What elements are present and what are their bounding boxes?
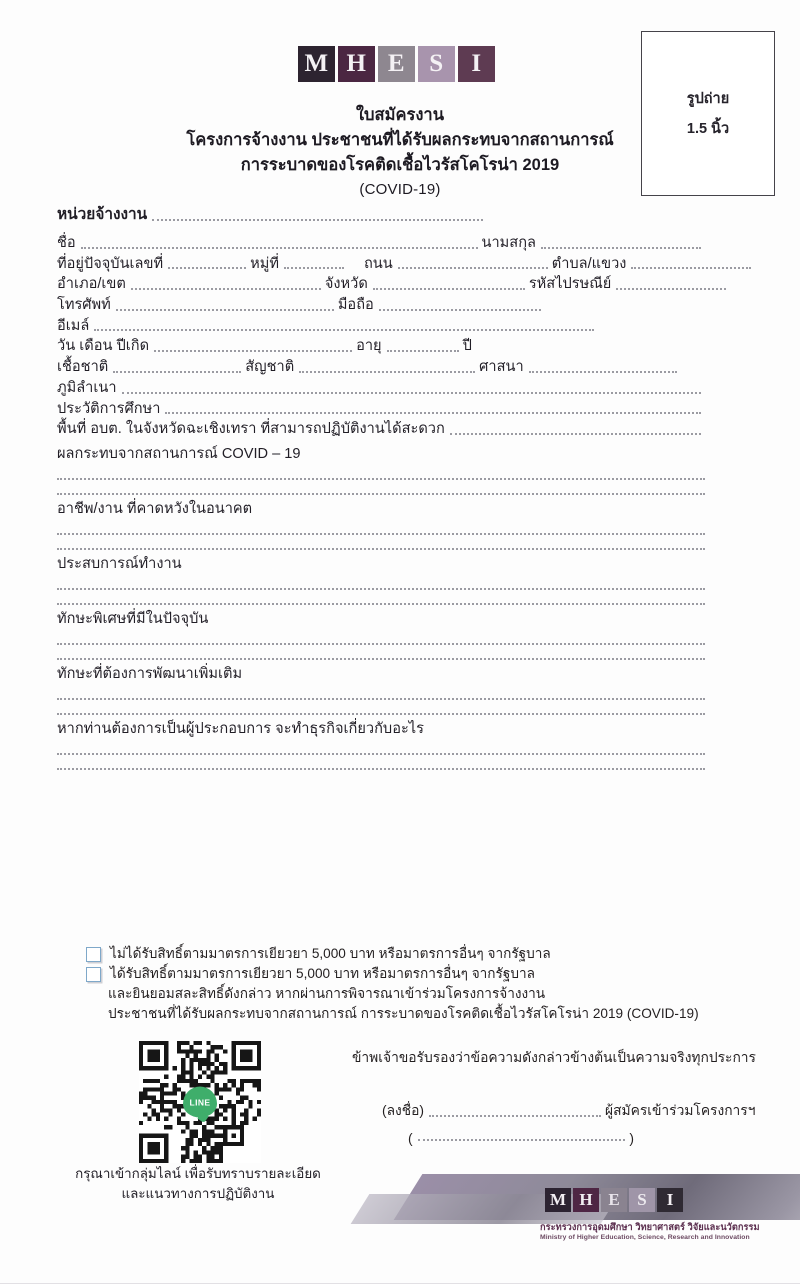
signature-section: [382, 1100, 756, 1146]
field-row-phone: [57, 295, 705, 316]
logo-letter-e: E: [378, 46, 415, 82]
question-answer-line[interactable]: [57, 478, 705, 480]
covid-label: (COVID-19): [359, 180, 441, 198]
field-row-district: [57, 274, 705, 295]
work-area-input[interactable]: [450, 433, 701, 435]
checkbox-no-benefit-label: ไม่ได้รับสิทธิ์ตามมาตรการเยียวยา 5,000 บาท หรือมาตรการอื่นๆ จากรัฐบาล: [110, 946, 551, 961]
footer-logo-letter-m: M: [545, 1188, 571, 1212]
question-block: [57, 497, 705, 550]
question-answer-line[interactable]: [57, 658, 705, 660]
consent-checkbox-group: [86, 944, 726, 1023]
telephone-input[interactable]: [116, 309, 334, 311]
religion-input[interactable]: [529, 371, 677, 373]
qr-caption-line-2: และแนวทางการปฏิบัติงาน: [121, 1186, 275, 1202]
address-no-input[interactable]: [168, 267, 246, 269]
moo-input[interactable]: [284, 267, 344, 269]
checkbox-received-benefit-label: ได้รับสิทธิ์ตามมาตรการเยียวยา 5,000 บาท หรือมาตรการอื่นๆ จากรัฐบาล: [110, 965, 535, 981]
question-block: [57, 717, 705, 770]
form-title-block: [140, 103, 660, 202]
district-label: อำเภอ/เขต: [57, 276, 126, 293]
mobile-input[interactable]: [379, 309, 541, 311]
email-label: อีเมล์: [57, 317, 90, 334]
province-input[interactable]: [373, 288, 525, 290]
checkbox-continuation-line-2: ประชาชนที่ได้รับผลกระทบจากสถานการณ์ การระบาดของโรคติดเชื้อไวรัสโคโรน่า 2019 (COVID-19): [108, 1005, 699, 1021]
postcode-label: รหัสไปรษณีย์: [528, 276, 612, 293]
education-input[interactable]: [165, 412, 701, 414]
photo-label: รูปถ่าย: [686, 91, 730, 107]
footer-logo-letter-h: H: [573, 1188, 599, 1212]
project-title-line-1: โครงการจ้างงาน ประชาชนที่ได้รับผลกระทบจากสถานการณ์: [186, 131, 614, 150]
nationality-label: สัญชาติ: [245, 359, 295, 376]
field-row-domicile: [57, 378, 705, 399]
field-row-work-area: [57, 419, 705, 440]
mhesi-logo-header: [298, 46, 495, 82]
religion-label: ศาสนา: [479, 359, 524, 376]
field-row-birth: [57, 336, 705, 357]
signature-prefix-label: (ลงชื่อ): [382, 1103, 425, 1118]
first-name-label: ชื่อ: [57, 234, 76, 251]
open-question-section: [57, 442, 705, 770]
logo-letter-i: I: [458, 46, 495, 82]
declaration-statement: ข้าพเจ้าขอรับรองว่าข้อความดังกล่าวข้างต้นเป็นความจริงทุกประการ: [352, 1050, 756, 1065]
signature-role-label: ผู้สมัครเข้าร่วมโครงการฯ: [605, 1103, 756, 1118]
ethnicity-label: เชื้อชาติ: [57, 359, 109, 376]
footer-logo-letter-e: E: [601, 1188, 627, 1212]
question-answer-line[interactable]: [57, 588, 705, 590]
field-row-email: [57, 316, 705, 337]
domicile-input[interactable]: [122, 392, 701, 394]
age-unit-label: ปี: [462, 338, 472, 355]
question-answer-line[interactable]: [57, 603, 705, 605]
question-answer-line[interactable]: [57, 533, 705, 535]
ministry-name-english: Ministry of Higher Education, Science, Research and Innovation: [540, 1234, 750, 1242]
footer-logo-letter-i: I: [657, 1188, 683, 1212]
province-label: จังหวัด: [324, 276, 368, 293]
moo-label: หมู่ที่: [250, 255, 279, 272]
road-label: ถนน: [363, 255, 393, 272]
subdistrict-label: ตำบล/แขวง: [551, 255, 627, 272]
photo-size-label: 1.5 นิ้ว: [686, 121, 730, 137]
line-qr-code[interactable]: [139, 1041, 261, 1163]
district-input[interactable]: [131, 288, 321, 290]
question-block: [57, 442, 705, 495]
work-area-label: พื้นที่ อบต. ในจังหวัดฉะเชิงเทรา ที่สามารถปฏิบัติงานได้สะดวก: [57, 421, 445, 438]
question-label: ผลกระทบจากสถานการณ์ COVID – 19: [57, 446, 301, 463]
employer-unit-input[interactable]: [152, 219, 483, 221]
question-answer-line[interactable]: [57, 753, 705, 755]
mhesi-logo-footer: [545, 1188, 683, 1212]
signature-input[interactable]: [429, 1115, 601, 1117]
logo-letter-h: H: [338, 46, 375, 82]
domicile-label: ภูมิลำเนา: [57, 379, 117, 396]
question-label: ประสบการณ์ทำงาน: [57, 556, 182, 573]
line-badge-text: LINE: [189, 1097, 211, 1107]
question-label: หากท่านต้องการเป็นผู้ประกอบการ จะทำธุรกิจเกี่ยวกับอะไร: [57, 721, 424, 738]
question-block: [57, 607, 705, 660]
qr-caption-line-1: กรุณาเข้ากลุ่มไลน์ เพื่อรับทราบรายละเอียด: [75, 1166, 321, 1181]
birthdate-input[interactable]: [154, 350, 352, 352]
field-row-address: [57, 254, 705, 275]
birthdate-label: วัน เดือน ปีเกิด: [57, 338, 150, 355]
question-answer-line[interactable]: [57, 548, 705, 550]
form-fields-section: [57, 204, 705, 770]
field-row-name: [57, 233, 705, 254]
question-label: ทักษะพิเศษที่มีในปัจจุบัน: [57, 611, 209, 628]
checkbox-row-no-benefit[interactable]: [86, 944, 726, 964]
page-title: ใบสมัครงาน: [356, 106, 444, 124]
first-name-input[interactable]: [81, 247, 478, 249]
question-block: [57, 552, 705, 605]
education-label: ประวัติการศึกษา: [57, 400, 161, 417]
printed-name-close-paren: ): [629, 1131, 634, 1146]
signature-row: [382, 1100, 756, 1122]
age-input[interactable]: [387, 350, 459, 352]
last-name-label: นามสกุล: [481, 234, 536, 251]
question-answer-line[interactable]: [57, 698, 705, 700]
question-answer-line[interactable]: [57, 643, 705, 645]
address-no-label: ที่อยู่ปัจจุบันเลขที่: [57, 255, 164, 272]
question-answer-line[interactable]: [57, 493, 705, 495]
email-input[interactable]: [94, 329, 594, 331]
question-label: ทักษะที่ต้องการพัฒนาเพิ่มเติม: [57, 666, 243, 683]
ministry-name-thai: กระทรวงการอุดมศึกษา วิทยาศาสตร์ วิจัยและนวัตกรรม: [540, 1222, 760, 1232]
photo-placeholder-box: [641, 31, 775, 196]
age-label: อายุ: [356, 338, 382, 355]
postcode-input[interactable]: [616, 288, 726, 290]
project-title-line-2: การระบาดของโรคติดเชื้อไวรัสโคโรน่า 2019: [240, 156, 560, 175]
printed-name-open-paren: (: [408, 1131, 413, 1146]
question-answer-line[interactable]: [57, 768, 705, 770]
logo-letter-m: M: [298, 46, 335, 82]
footer-logo-letter-s: S: [629, 1188, 655, 1212]
subdistrict-input[interactable]: [631, 267, 751, 269]
last-name-input[interactable]: [541, 247, 701, 249]
logo-letter-s: S: [418, 46, 455, 82]
printed-name-row: [408, 1131, 634, 1146]
ethnicity-input[interactable]: [113, 371, 241, 373]
checkbox-no-benefit[interactable]: [86, 947, 101, 962]
question-block: [57, 662, 705, 715]
field-row-education: [57, 399, 705, 420]
checkbox-received-benefit[interactable]: [86, 967, 101, 982]
nationality-input[interactable]: [299, 371, 475, 373]
mobile-label: มือถือ: [337, 297, 374, 314]
telephone-label: โทรศัพท์: [57, 297, 111, 314]
question-answer-line[interactable]: [57, 713, 705, 715]
printed-name-input[interactable]: [418, 1139, 626, 1141]
employer-unit-label: หน่วยจ้างงาน: [57, 206, 148, 223]
field-row-ethnicity: [57, 357, 705, 378]
ministry-name-block: [540, 1221, 790, 1243]
line-logo-icon: [183, 1087, 217, 1118]
checkbox-row-received-benefit[interactable]: [86, 964, 726, 984]
checkbox-continuation-line-1: และยินยอมสละสิทธิ์ดังกล่าว หากผ่านการพิจารณาเข้าร่วมโครงการจ้างงาน: [108, 985, 546, 1001]
field-row-employer-unit: [57, 204, 487, 226]
road-input[interactable]: [398, 267, 548, 269]
question-label: อาชีพ/งาน ที่คาดหวังในอนาคต: [57, 501, 253, 518]
